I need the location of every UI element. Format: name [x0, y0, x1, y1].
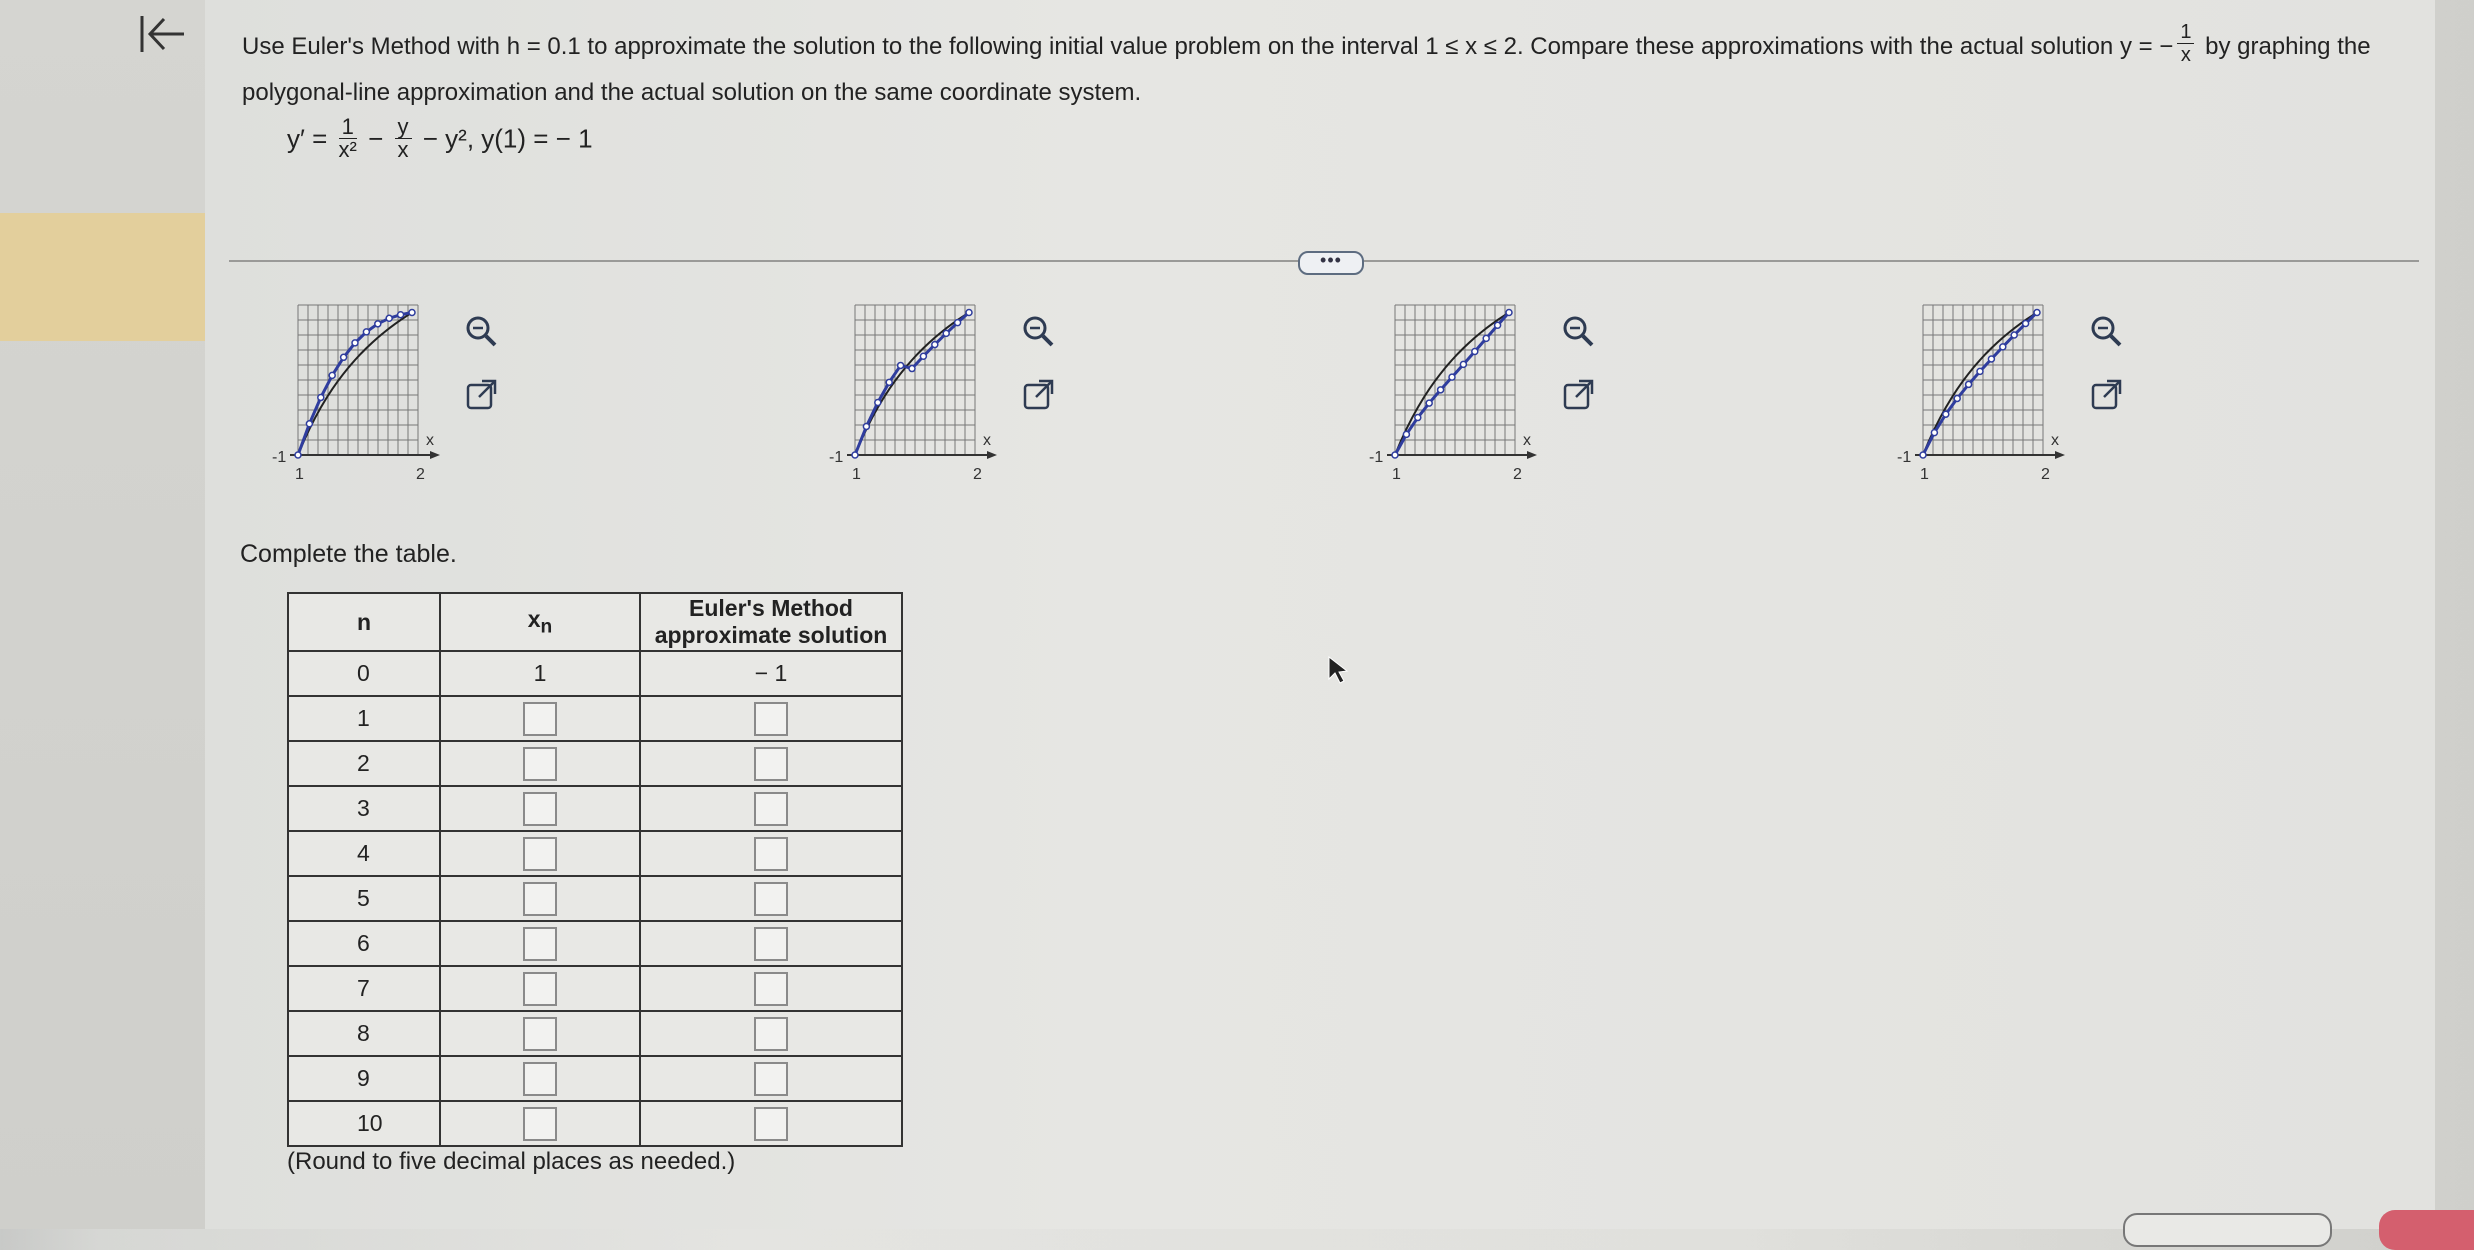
left-gutter — [0, 0, 205, 1229]
euler-point — [909, 366, 915, 372]
euler-polygonal-line — [1923, 313, 2037, 456]
approx-answer-input[interactable] — [754, 927, 788, 961]
row-approx-cell — [640, 741, 902, 786]
back-arrow-icon[interactable] — [136, 10, 190, 58]
euler-point — [306, 421, 312, 427]
row-n: 1 — [288, 696, 440, 741]
question-text-end: by graphing the polygonal-line approximation and the actual solution on the same coordinate system. — [242, 33, 2371, 107]
xn-answer-input[interactable] — [523, 972, 557, 1006]
table-row — [288, 651, 902, 696]
mouse-cursor-icon — [1327, 655, 1349, 685]
euler-point — [1438, 387, 1444, 393]
row-approx-cell — [640, 831, 902, 876]
secondary-action-button[interactable] — [2123, 1213, 2332, 1247]
xn-answer-input[interactable] — [523, 1017, 557, 1051]
row-xn-cell — [440, 1056, 640, 1101]
euler-point — [955, 320, 961, 326]
x-tick-1: 1 — [852, 466, 861, 483]
euler-point — [295, 452, 301, 458]
euler-point — [1943, 411, 1949, 417]
table-row — [288, 876, 902, 921]
header-n: n — [288, 593, 440, 651]
x-tick-2: 2 — [416, 466, 425, 483]
graph-option-3[interactable] — [1367, 290, 1547, 490]
table-row — [288, 831, 902, 876]
row-approx-cell — [640, 1056, 902, 1101]
actual-solution-curve — [1923, 313, 2037, 456]
x-tick-2: 2 — [973, 466, 982, 483]
external-link-icon[interactable] — [462, 376, 500, 414]
y-axis-label-minus-one: -1 — [829, 449, 844, 466]
row-approx-cell — [640, 696, 902, 741]
euler-point — [398, 312, 404, 318]
zoom-icon[interactable] — [462, 312, 500, 350]
xn-answer-input[interactable] — [523, 837, 557, 871]
row-xn-cell — [440, 1101, 640, 1146]
euler-point — [1988, 356, 1994, 362]
y-axis-label-minus-one: -1 — [272, 449, 287, 466]
row-n: 7 — [288, 966, 440, 1011]
xn-answer-input[interactable] — [523, 927, 557, 961]
question-panel — [205, 0, 2435, 1229]
table-row — [288, 966, 902, 1011]
x-tick-1: 1 — [1392, 466, 1401, 483]
x-tick-1: 1 — [295, 466, 304, 483]
euler-point — [2034, 310, 2040, 316]
euler-polygonal-line — [855, 313, 969, 456]
graph-plot — [827, 290, 1007, 490]
euler-point — [2023, 321, 2029, 327]
euler-point — [1495, 322, 1501, 328]
euler-point — [1931, 430, 1937, 436]
approx-answer-input[interactable] — [754, 882, 788, 916]
euler-point — [1920, 452, 1926, 458]
euler-point — [2011, 332, 2017, 338]
row-n: 10 — [288, 1101, 440, 1146]
row-approx-cell — [640, 966, 902, 1011]
approx-answer-input[interactable] — [754, 837, 788, 871]
x-tick-1: 1 — [1920, 466, 1929, 483]
row-xn-cell — [440, 741, 640, 786]
euler-point — [1449, 374, 1455, 380]
row-approx-cell — [640, 876, 902, 921]
x-axis-name: x — [983, 432, 991, 449]
euler-point — [852, 452, 858, 458]
euler-polygonal-line — [1395, 313, 1509, 456]
row-n: 4 — [288, 831, 440, 876]
table-instruction: Complete the table. — [240, 540, 457, 568]
y-axis-label-minus-one: -1 — [1369, 449, 1384, 466]
euler-point — [932, 342, 938, 348]
row-n: 8 — [288, 1011, 440, 1056]
graph-option-1[interactable] — [270, 290, 450, 490]
graph-plot — [1895, 290, 2075, 490]
header-euler-approx: Euler's Method approximate solution — [640, 593, 902, 651]
euler-point — [1472, 348, 1478, 354]
xn-answer-input[interactable] — [523, 1107, 557, 1141]
euler-point — [409, 310, 415, 316]
approx-answer-input[interactable] — [754, 1062, 788, 1096]
x-tick-2: 2 — [2041, 466, 2050, 483]
question-text — [242, 21, 2442, 116]
row-n: 9 — [288, 1056, 440, 1101]
external-link-icon[interactable] — [2087, 376, 2125, 414]
euler-point — [375, 321, 381, 327]
table-row — [288, 741, 902, 786]
external-link-icon[interactable] — [1019, 376, 1057, 414]
approx-answer-input[interactable] — [754, 972, 788, 1006]
graph-option-2[interactable] — [827, 290, 1007, 490]
actual-solution-curve — [298, 313, 412, 456]
euler-point — [1483, 335, 1489, 341]
euler-point — [318, 394, 324, 400]
row-n: 0 — [288, 651, 440, 696]
row-n: 3 — [288, 786, 440, 831]
rounding-note: (Round to five decimal places as needed.) — [287, 1148, 736, 1175]
euler-point — [352, 340, 358, 346]
table-row — [288, 1011, 902, 1056]
row-xn-cell — [440, 966, 640, 1011]
row-xn-cell — [440, 831, 640, 876]
euler-point — [1403, 431, 1409, 437]
approx-answer-input[interactable] — [754, 792, 788, 826]
row-xn-cell — [440, 921, 640, 966]
euler-point — [1966, 381, 1972, 387]
row-n: 5 — [288, 876, 440, 921]
fraction-1-over-x2: $\frac{1}{\text{x²}}$ — [338, 114, 357, 162]
euler-point — [966, 310, 972, 316]
row-xn-value: 1 — [440, 651, 640, 696]
xn-answer-input[interactable] — [523, 702, 557, 736]
row-xn-cell — [440, 696, 640, 741]
row-approx-value: − 1 — [640, 651, 902, 696]
zoom-icon[interactable] — [2087, 312, 2125, 350]
euler-point — [943, 330, 949, 336]
row-approx-cell — [640, 1101, 902, 1146]
approx-answer-input[interactable] — [754, 1017, 788, 1051]
x-axis-name: x — [426, 432, 434, 449]
x-axis-name: x — [1523, 432, 1531, 449]
graph-plot — [270, 290, 450, 490]
primary-action-button[interactable] — [2379, 1210, 2474, 1250]
fraction-y-over-x: $\frac{y}{x}$ — [395, 116, 412, 161]
euler-point — [363, 329, 369, 335]
euler-point — [1426, 400, 1432, 406]
row-approx-cell — [640, 921, 902, 966]
euler-point — [886, 379, 892, 385]
more-options-button[interactable]: ••• — [1298, 251, 1364, 275]
question-fraction: $\frac{1}{x}$ — [2177, 21, 2194, 66]
euler-point — [898, 362, 904, 368]
x-axis-name: x — [2051, 432, 2059, 449]
xn-answer-input[interactable] — [523, 1062, 557, 1096]
approx-answer-input[interactable] — [754, 1107, 788, 1141]
row-xn-cell — [440, 786, 640, 831]
sidebar-highlight — [0, 213, 205, 341]
row-n: 2 — [288, 741, 440, 786]
euler-point — [863, 423, 869, 429]
euler-polygonal-line — [298, 313, 412, 456]
euler-point — [1392, 452, 1398, 458]
row-approx-cell — [640, 1011, 902, 1056]
header-xn: $x_n$ — [440, 593, 640, 651]
xn-answer-input[interactable] — [523, 747, 557, 781]
table-row — [288, 1101, 902, 1146]
xn-answer-input[interactable] — [523, 792, 557, 826]
question-text-start: Use Euler's Method with h = 0.1 to approximate the solution to the following initial value problem on the interval 1 ≤ x ≤ 2. Compare these approximations with the actual solution y = − — [242, 33, 2174, 60]
actual-solution-curve — [855, 313, 969, 456]
euler-point — [1977, 368, 1983, 374]
euler-point — [341, 354, 347, 360]
external-link-icon[interactable] — [1559, 376, 1597, 414]
x-tick-2: 2 — [1513, 466, 1522, 483]
euler-point — [875, 399, 881, 405]
table-header-row — [288, 593, 902, 651]
differential-equation: y′ = $\frac{1}{\text{x²}}$ − $\frac{y}{x}$ − y², y(1) = − 1 — [287, 114, 593, 162]
approx-answer-input[interactable] — [754, 747, 788, 781]
euler-point — [920, 353, 926, 359]
table-row — [288, 696, 902, 741]
table-row — [288, 1056, 902, 1101]
xn-answer-input[interactable] — [523, 882, 557, 916]
table-row — [288, 786, 902, 831]
euler-point — [1415, 415, 1421, 421]
table-row — [288, 921, 902, 966]
euler-point — [1460, 361, 1466, 367]
graph-plot — [1367, 290, 1547, 490]
euler-point — [1954, 395, 1960, 401]
y-axis-label-minus-one: -1 — [1897, 449, 1912, 466]
zoom-icon[interactable] — [1559, 312, 1597, 350]
row-n: 6 — [288, 921, 440, 966]
euler-point — [2000, 344, 2006, 350]
approx-answer-input[interactable] — [754, 702, 788, 736]
euler-point — [329, 372, 335, 378]
euler-point — [386, 315, 392, 321]
graph-option-4[interactable] — [1895, 290, 2075, 490]
euler-table — [287, 592, 903, 1147]
row-xn-cell — [440, 1011, 640, 1056]
row-xn-cell — [440, 876, 640, 921]
euler-point — [1506, 310, 1512, 316]
zoom-icon[interactable] — [1019, 312, 1057, 350]
row-approx-cell — [640, 786, 902, 831]
